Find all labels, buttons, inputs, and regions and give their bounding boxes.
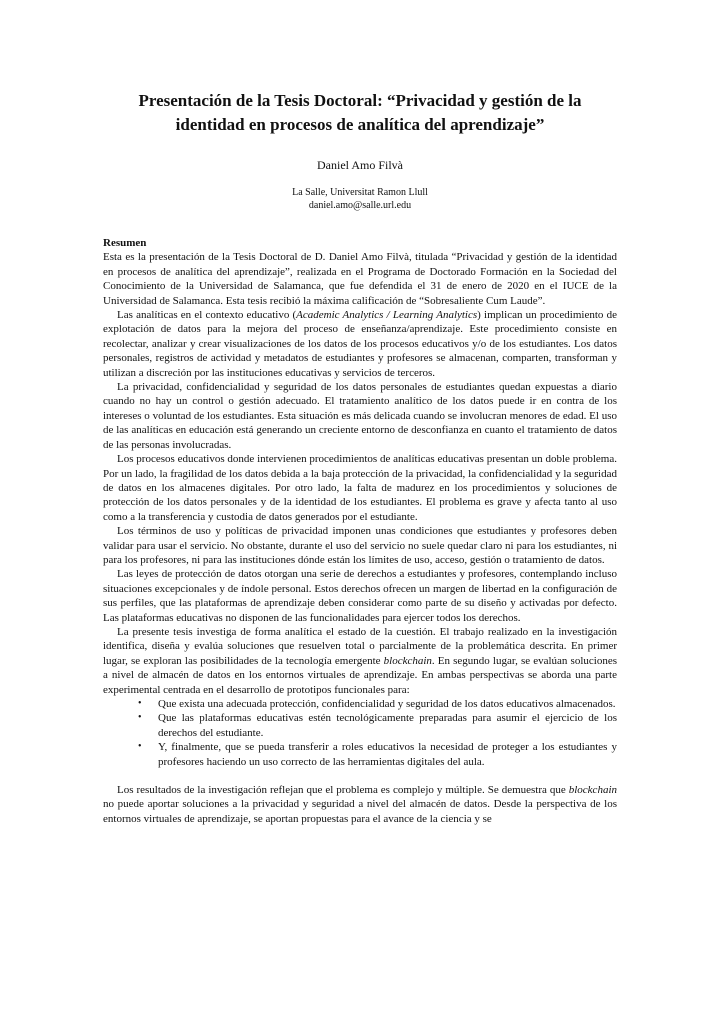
email: daniel.amo@salle.url.edu xyxy=(308,200,412,211)
list-item-text: Y, finalmente, que se pueda transferir a roles educativos la necesidad de proteger a los estudiantes y profesores haciendo un uso correcto de las herramientas digitales del aula. xyxy=(158,741,617,768)
list-item xyxy=(138,697,617,711)
paragraph-1: Esta es la presentación de la Tesis Doctoral de D. Daniel Amo Filvà, titulada “Privacidad y gestión de la identidad en procesos de analítica del aprendizaje”, realizada en el Programa de Doctorado Formación en la Sociedad del Conocimiento de la Universidad de Salamanca, que fue defendida el 31 de enero de 2020 en el IUCE de la Universidad de Salamanca. Esta tesis recibió la máxima calificación de “Sobresaliente Cum Laude”. xyxy=(103,251,617,307)
bullet-icon: • xyxy=(138,698,142,709)
paragraph-7-text-b: . En segundo lugar, se evalúan soluciones a nivel de almacén de datos en los entornos virtuales de aprendizaje. En ambas perspectivas se aborda una parte experimental centrada en el desarrollo de prototipos funcionales para: xyxy=(103,654,617,696)
paragraph-8-text-b: no puede aportar soluciones a la privacidad y seguridad a nivel del almacén de datos. Desde la perspectiva de los entornos virtuales de aprendizaje, se aportan propuestas para el avance de la ciencia y se xyxy=(103,798,617,825)
section-heading: Resumen xyxy=(103,237,147,249)
paragraph-2-text-b: ) implican un procedimiento de explotación de datos para la mejora del proceso de enseñanza/aprendizaje. Este procedimiento consiste en recolectar, analizar y crear visualizaciones de los datos de los procesos educativos y/o de los estudiantes. Los datos personales, registros de actividad y metadatos de estudiantes y profesores se almacenan, comparten, transforman y utilizan a discreción por las instituciones educativas y servicios de terceros. xyxy=(103,309,617,379)
affiliation: La Salle, Universitat Ramon Llull xyxy=(292,187,428,198)
paragraph-7-italic: blockchain xyxy=(383,654,432,667)
paragraph-5: Los términos de uso y políticas de privacidad imponen unas condiciones que estudiantes y profesores deben validar para usar el servicio. No obstante, durante el uso del servicio no suele quedar claro ni para los estudiantes, ni para los profesores, ni para las instituciones dónde están los límites de uso, acceso, gestión o tratamiento de datos. xyxy=(103,525,617,566)
paragraph-7-text-a: La presente tesis investiga de forma analítica el estado de la cuestión. El trabajo realizado en la investigación identifica, diseña y evalúa soluciones que resuelven total o parcialmente de la problemática descrita. En primer lugar, se exploran las posibilidades de la tecnología emergente xyxy=(103,625,617,667)
paragraph-7 xyxy=(103,625,617,697)
bullet-icon: • xyxy=(138,712,142,724)
bullet-icon: • xyxy=(138,741,142,753)
page-title: Presentación de la Tesis Doctoral: “Privacidad y gestión de la identidad en procesos de analítica del aprendizaje” xyxy=(138,91,582,134)
paragraph-2 xyxy=(103,308,617,380)
author-affiliation-block xyxy=(0,186,720,212)
list-item xyxy=(138,740,617,769)
paragraph-6: Las leyes de protección de datos otorgan una serie de derechos a estudiantes y profesores, contemplando incluso situaciones excepcionales y de índole personal. Estos derechos ofrecen un margen de libertad en la configuración de sus perfiles, que las plataformas de aprendizaje deben considerar como parte de su diseño y activadas por defecto. Las plataformas educativas no disponen de las funcionalidades para ejercer todos los derechos. xyxy=(103,568,617,624)
abstract-body xyxy=(103,236,617,826)
list-item-text: Que exista una adecuada protección, confidencialidad y seguridad de los datos educativos almacenados. xyxy=(158,698,616,710)
paragraph-3: La privacidad, confidencialidad y seguridad de los datos personales de estudiantes quedan expuestas a diario cuando no hay un control o gestión adecuado. El tratamiento analítico de los datos puede ir en contra de los intereses o voluntad de los estudiantes. Esta situación es más delicada cuando se involucran menores de edad. El uso de las analíticas en educación está generando un creciente entorno de desconfianza en cuanto el tratamiento de datos de las personas involucradas. xyxy=(103,381,617,451)
author-name: Daniel Amo Filvà xyxy=(317,158,403,172)
paragraph-4: Los procesos educativos donde intervienen procedimientos de analíticas educativas presentan un doble problema. Por un lado, la fragilidad de los datos debida a la baja protección de la privacidad, la confidencialidad y la seguridad de datos en los almacenes digitales. Por otro lado, la falta de madurez en los procedimientos y soluciones de protección de los datos personales y de la identidad de los estudiantes. El problema es grave y afecta tanto al uso como a la transferencia y custodia de datos generados por el estudiante. xyxy=(103,453,617,523)
paragraph-8-text-a: Los resultados de la investigación reflejan que el problema es complejo y múltiple. Se demuestra que xyxy=(117,784,569,797)
paragraph-2-italic: Academic Analytics / Learning Analytics xyxy=(296,309,478,322)
paragraph-8 xyxy=(103,783,617,826)
list-item-text: Que las plataformas educativas estén tecnológicamente preparadas para asumir el ejercicio de los derechos del estudiante. xyxy=(158,712,617,739)
paragraph-2-text-a: Las analíticas en el contexto educativo ( xyxy=(117,309,297,322)
bullet-list xyxy=(103,697,617,769)
paragraph-8-italic: blockchain xyxy=(568,784,617,797)
paragraph-spacer xyxy=(103,769,617,783)
list-item xyxy=(138,711,617,740)
